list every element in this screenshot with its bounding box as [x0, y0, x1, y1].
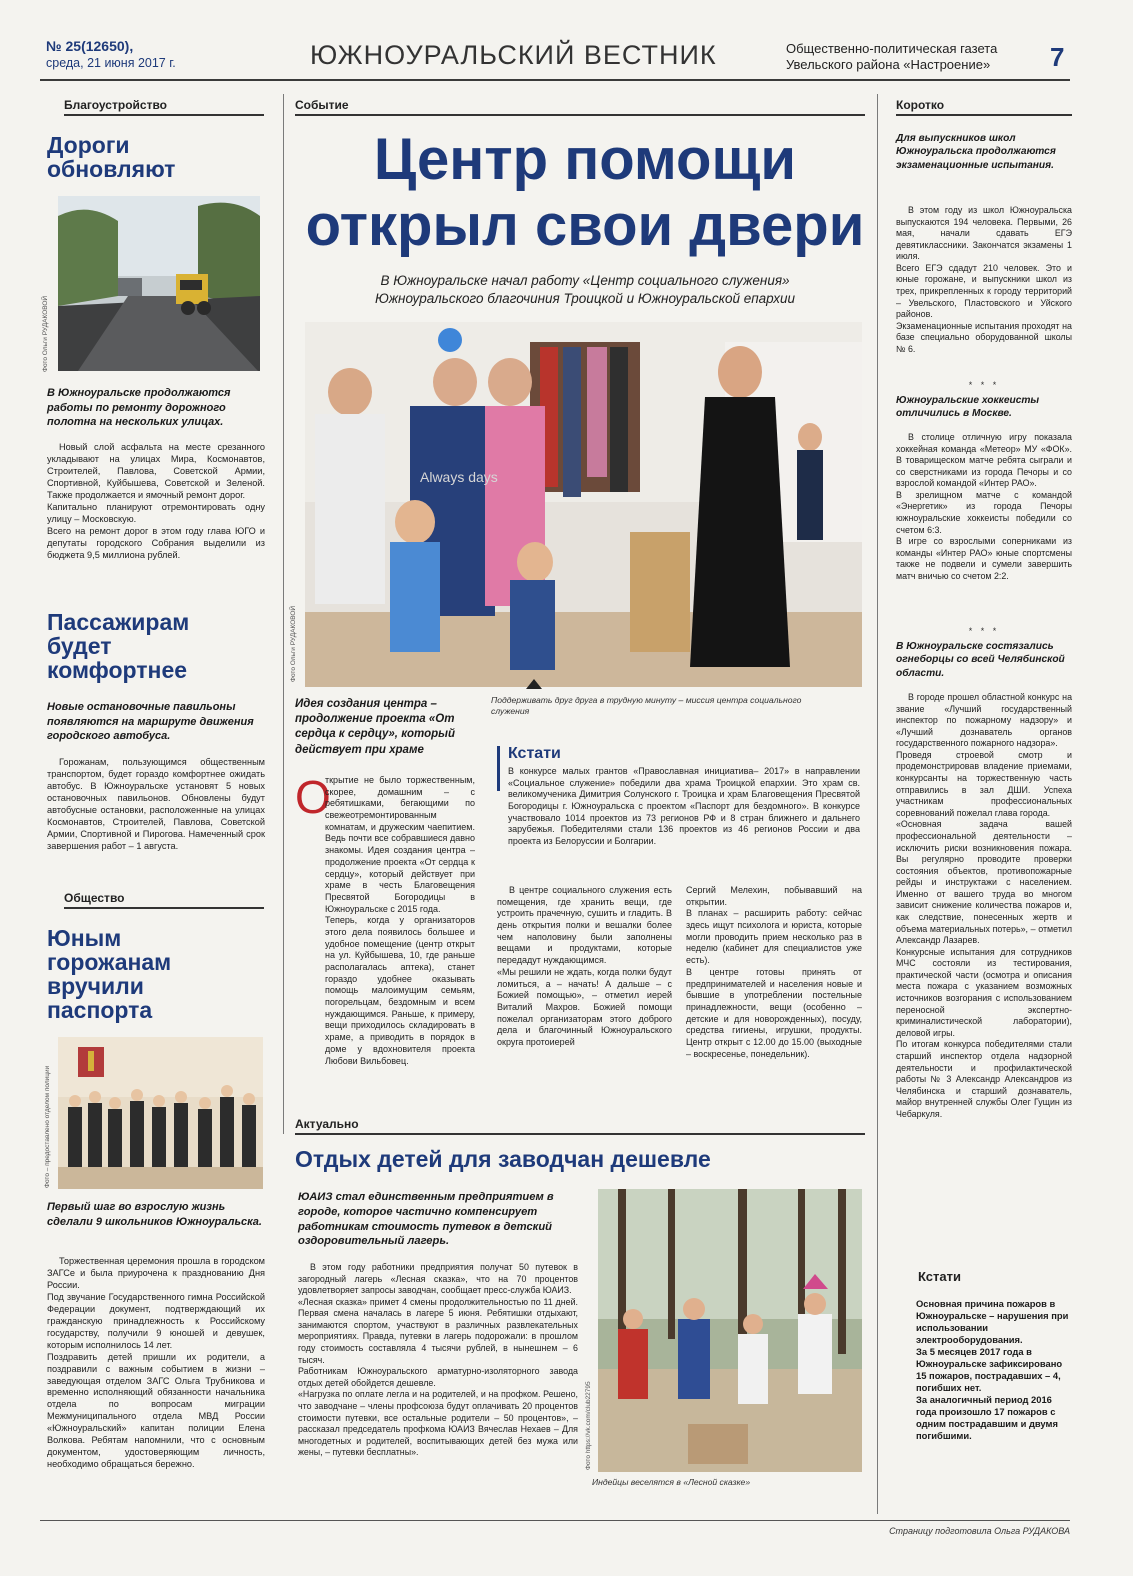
newspaper-subtitle-2: Увельского района «Настроение» — [786, 57, 991, 72]
center-caption-left: Идея создания центра – продолжение проекта «От сердца к сердцу», который действует при храме — [295, 698, 456, 756]
bottom-lead: ЮАИЗ стал единственным предприятием в городе, которое частично компенсирует работникам стоимость путевок в детский оздоровительный лагерь. — [298, 1191, 554, 1248]
passengers-lead: Новые остановочные павильоны появляются на маршруте движения городского автобуса. — [47, 701, 254, 743]
footer-rule — [40, 1520, 1070, 1521]
right-kstati-label: Кстати — [918, 1269, 961, 1284]
camp-caption: Индейцы веселятся в «Лесной сказке» — [592, 1477, 751, 1487]
newspaper-subtitle-1: Общественно-политическая газета — [786, 41, 998, 56]
news3-lead: В Южноуральске состязались огнеборцы со всей Челябинской области. — [896, 641, 1065, 679]
article-title-passengers: Пассажирам будет комфортнее — [47, 609, 190, 684]
dropcap: О — [295, 771, 331, 823]
main-body-col3: Сергий Мелехин, побывавший на открытии. В планах – расширить работу: сейчас здесь ищут психолога и юриста, которые могли проводить прием несколько раз в неделю (кабинет для специалистов уже есть). В центре готовы принять от предпринимателей и населения новые и бывшие в употреблении постельные принадлежности, вещи (особенно – детские и для новорожденных), посуду, средства гигиены, игрушки, продукты. Центр открыт с 12.00 до 15.00 (выходные – воскресенье, понедельник). — [686, 885, 862, 1059]
news2-lead: Южноуральские хоккеисты отличились в Москве. — [896, 395, 1040, 420]
center-photo — [305, 322, 862, 687]
roads-photo-credit: Фото Ольги РУДАКОВОЙ — [42, 295, 49, 372]
news3-body: В городе прошел областной конкурс на звание «Лучший государственный инспектор по пожарному надзору» и «Лучший дознаватель органов государственного пожарного надзора». Проведя строевой смотр и продемонстрировав владение приемами, конкурсанты на торжественную часть отправились в зал ДШИ. Успеха участникам профессиональных соревнований пожелал глава города. «Основная задача вашей профессиональной деятельности – исключить риски возникновения пожара. Вы регулярно проводите проверки состояния объектов, противопожарные рейды и инструктажи с населением. Именно от вашего труда во многом зависит снижение количества пожаров и, как следствие, понесенных жертв и объема материальных потерь», – отметил Александр Лазарев. Конкурсные испытания для сотрудников МЧС состояли из тестирования, практической части (осмотра и описания места пожара с указанием возможных источников возгорания с использованием переносной экспертно-криминалистической лаборатории), деловой игры. По итогам конкурса победителями стали старший инспектор отдела надзорной деятельности и профилактической работы № 3 Александр Александров из Челябинска и старший дознаватель, майор внутренней службы Олег Гущин из Чебаркуля. — [896, 692, 1072, 1119]
passports-photo — [58, 1037, 263, 1189]
page-credit: Страницу подготовила Ольга РУДАКОВА — [889, 1526, 1070, 1536]
separator-stars-2: * * * — [968, 626, 1000, 636]
news1-body: В этом году из школ Южноуральска выпускаются 194 человека. Первыми, 26 мая, начали сдавать ЕГЭ девятиклассники. Закончатся экзамены 1 июля. Всего ЕГЭ сдадут 210 человек. Это и юные горожане, и выпускники школ из трех, прикрепленных к городу территорий – Увельского, Пластовского и Уйского районов. Экзаменационные испытания проходят на базе специально оборудованной школы № 6. — [896, 205, 1072, 354]
center-caption-right: Поддерживать друг друга в трудную минуту – миссия центра социального служения — [491, 695, 802, 716]
masthead-rule — [40, 79, 1070, 81]
kstati-text: В конкурсе малых грантов «Православная инициатива– 2017» в направлении «Социальное служение» победили два храма Троицкой епархии. Это храм св. великомученика Димитрия Солунского г. Троицка и храм Благовещения Пресвятой Богородицы г. Южноуральска с проектом «Паспорт для бездомного». В конкурсе участвовало 1014 проектов из 73 регионов РФ и 8 стран ближнего и дальнего зарубежья. Победителями стали 136 проектов из 46 регионов России и два проекта из Белоруссии и Болгарии. — [508, 766, 860, 847]
rubric-obshchestvo: Общество — [64, 891, 264, 909]
article-title-roads: Дороги обновляют — [47, 132, 176, 183]
newspaper-title: ЮЖНОУРАЛЬСКИЙ ВЕСТНИК — [310, 40, 717, 70]
right-kstati-text: Основная причина пожаров в Южноуральске – нарушения при использовании электрооборудования. За 5 месяцев 2017 года в Южноуральске зафиксировано 15 пожаров, пострадавших – 4, погибших нет. За аналогичный период 2016 года произошло 17 пожаров с одним пострадавшим и двумя погибшими. — [916, 1298, 1069, 1442]
roads-photo — [58, 196, 260, 371]
caption-triangle-icon — [526, 679, 542, 689]
column-divider-right — [877, 94, 878, 1514]
main-title-line2: открыл свои двери — [305, 193, 865, 258]
passports-photo-credit: Фото – предоставлено отделом полиции — [44, 1065, 51, 1188]
rubric-blagoustroystvo: Благоустройство — [64, 98, 264, 116]
article-title-passports: Юным горожанам вручили паспорта — [47, 925, 172, 1024]
bottom-body: В этом году работники предприятия получат 50 путевок в загородный лагерь «Лесная сказка», что на 70 процентов удовлетворяет запросы заводчан, сообщает пресс-служба ЮАИЗ. «Лесная сказка» примет 4 смены продолжительностью по 11 дней. Первая смена началась в лагере 5 июня. Ребятишки отдыхают, занимаются спортом, участвуют в различных развлекательных мероприятиях. Правда, путевки в лагерь подорожали: в прошлом году стоимость составляла 4 тысячи рублей, в нынешнем – 6 тысяч. Работникам Южноуральского арматурно-изоляторного завода отдых детей обойдется дешевле. «Нагрузка по оплате легла и на родителей, и на профком. Решено, что заводчане – члены профсоюза будут оплачивать 20 процентов стоимости путевки, все остальные родители – 50 процентов», – рассказал председатель профкома ЮАИЗ Вячеслав Нехаев – Для многодетных и родителей, воспитывающих детей без мужа или жены, – путевки бесплатны». — [298, 1262, 578, 1458]
tshirt-print: Always days — [420, 469, 498, 485]
kstati-label: Кстати — [508, 745, 561, 762]
roads-body: Новый слой асфальта на месте срезанного укладывают на улицах Мира, Космонавтов, Строителей, Павлова, Советской Армии, Спортивной, Куйбышева, Советской и Зеленой. Также продолжается и ямочный ремонт дорог. Капитально планируют отремонтировать одну улицу – Московскую. Всего на ремонт дорог в этом году глава ЮГО и депутаты городского Собрания выделили из бюджета 9,5 миллиона рублей. — [47, 442, 265, 560]
main-body-col1: ткрытие не было торжественным, скорее, домашним – с ребятишками, бегающими по свежеотремонтированным комнатам, и дружеским чаепитием. Ведь почти все собравшиеся давно знакомы. Идея создания центра – продолжение проекта «От сердца к сердцу», который действует при храме в честь Благовещения Пресвятой Богородицы в Южноуральске с 2015 года. Теперь, когда у организаторов этого дела появилось большее и удобное помещение (центр открыт на ул. Куйбышева, 10, где раньше располагалась аптека), станет гораздо удобнее оказывать помощь малоимущим семьям, погорельцам, бездомным и всем нуждающимся. Раньше, к примеру, вещи приходилось складировать в храме, а приводить в порядок в доме у вдохновителя проекта Любови Вильбовец. — [325, 775, 475, 1066]
passengers-body: Горожанам, пользующимся общественным транспортом, будет гораздо комфортнее ожидать автобус. В Южноуральске установят 5 новых остановочных павильонов. Обновлены будут автобусные остановки, расположенные на улицах Космонавтов, Строителей, Павлова, Советской Армии, Спортивной и Пирогова. Намеченный срок завершения работ – 1 августа. — [47, 757, 265, 851]
news2-body: В столице отличную игру показала хоккейная команда «Метеор» МУ «ФОК». В товарищеском матче ребята сыграли и со сверстниками из города Печоры и со взрослой командой «Интер РАО». В зрелищном матче с командой «Энергетик» из города Печоры южноуральские хоккеисты победили со счетом 6:3. В игре со взрослыми соперниками из команды «Интер РАО» юные спортсмены также не подвели и сумели завершить матч вничью со счетом 2:2. — [896, 432, 1072, 581]
main-subhead: В Южноуральске начал работу «Центр социального служения» Южноуральского благочиния Троицкой и Южноуральской епархии — [374, 273, 796, 307]
center-photo-credit: Фото Ольги РУДАКОВОЙ — [290, 605, 297, 682]
bottom-title: Отдых детей для заводчан дешевле — [295, 1146, 711, 1172]
roads-lead: В Южноуральске продолжаются работы по ремонту дорожного полотна на нескольких улицах. — [47, 387, 231, 429]
rubric-sobytie: Событие — [295, 98, 865, 116]
news1-lead: Для выпускников школ Южноуральска продолжаются экзаменационные испытания. — [896, 133, 1056, 171]
column-divider-left — [283, 94, 284, 1134]
issue-date: среда, 21 июня 2017 г. — [46, 56, 176, 70]
kstati-bar — [497, 746, 500, 791]
camp-photo — [598, 1189, 862, 1472]
camp-photo-credit: Фото https://vk.com/club22795 — [585, 1381, 592, 1470]
main-title-line1: Центр помощи — [373, 127, 797, 192]
passports-body: Торжественная церемония прошла в городском ЗАГСе и была приурочена к празднованию Дня России. Под звучание Государственного гимна Российской Федерации документ, подтверждающий их гражданскую принадлежность к Российскому государству, получили 9 юношей и девушек, которым исполнилось 14 лет. Поздравить детей пришли их родители, а поздравили с важным событием в жизни – заведующая отделом ЗАГС Ольга Трубникова и временно исполняющий обязанности начальника отдела по вопросам миграции Межмуниципального отдела МВД России «Южноуральский» капитан полиции Елена Волкова. Ребятам напомнили, что с основным документом, удостоверяющим личность, необходимо обращаться бережно. — [47, 1256, 265, 1470]
rubric-korotko: Коротко — [896, 98, 1072, 116]
issue-number: № 25(12650), — [46, 38, 134, 54]
separator-stars-1: * * * — [968, 380, 1000, 390]
rubric-aktualno: Актуально — [295, 1117, 865, 1135]
main-body-col2: В центре социального служения есть помещения, где хранить вещи, где устроить прачечную, сушить и гладить. В день открытия полки и вешалки более чем наполовину были заполнены вещами и продуктами, которые передадут нуждающимся. «Мы решили не ждать, когда полки будут ломиться, а – начать! А дальше – с Божией помощью», – отметил иерей Виталий Махров. Божией помощи пожелал организаторам этого доброго дела и благочинный Южноуральского округа протоиерей — [497, 885, 672, 1047]
page-number: 7 — [1050, 42, 1065, 72]
passports-lead: Первый шаг во взрослую жизнь сделали 9 школьников Южноуральска. — [47, 1201, 262, 1228]
